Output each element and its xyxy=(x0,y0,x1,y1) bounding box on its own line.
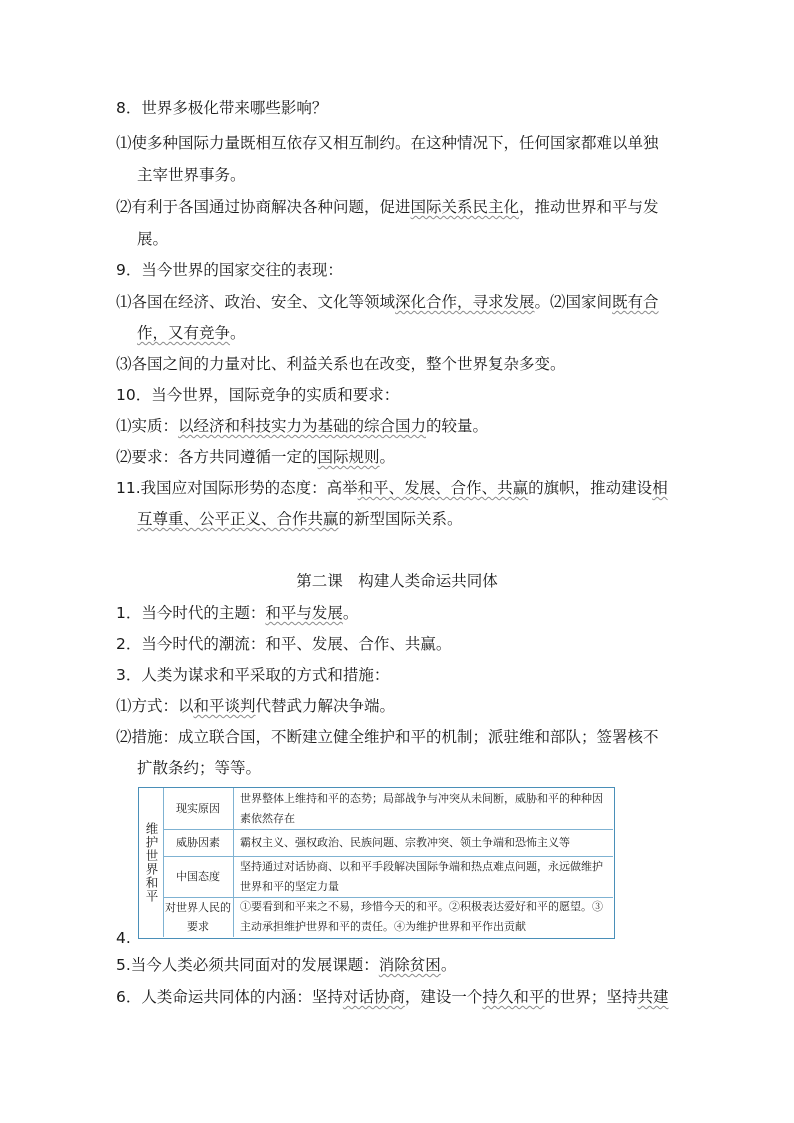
question-9: 9．当今世界的国家交往的表现： xyxy=(116,261,343,279)
table-row-content: ①要看到和平来之不易，珍惜今天的和平。②积极表达爱好和平的愿望。③主动承担维护世界和平的责任。④为维护世界和平作出贡献 xyxy=(240,900,603,933)
point-3-item-2-cont: 扩散条约；等等。 xyxy=(137,759,262,777)
point-2: 2．当今时代的潮流：和平、发展、合作、共赢。 xyxy=(116,635,452,653)
question-11-cont: 互尊重、公平正义、合作共赢的新型国际关系。 xyxy=(137,510,463,528)
table-row xyxy=(163,897,613,937)
point-5: 5.当今人类必须共同面对的发展课题：消除贫困。 xyxy=(116,956,457,974)
table-row xyxy=(163,788,613,830)
table-row-label: 中国态度 xyxy=(163,856,234,897)
peace-table xyxy=(138,787,615,939)
question-8: 8．世界多极化带来哪些影响？ xyxy=(116,99,328,117)
q9-item-1: ⑴各国在经济、政治、安全、文化等领域深化合作，寻求发展。⑵国家间既有合 xyxy=(116,293,659,311)
q8-item-2: ⑵有利于各国通过协商解决各种问题，促进国际关系民主化，推动世界和平与发 xyxy=(116,198,659,216)
point-3: 3．人类为谋求和平采取的方式和措施： xyxy=(116,666,390,684)
q10-item-2: ⑵要求：各方共同遵循一定的国际规则。 xyxy=(116,448,396,466)
table-row-content: 世界整体上维持和平的态势；局部战争与冲突从未间断，威胁和平的种种因素依然存在 xyxy=(240,791,603,825)
q9-item-3: ⑶各国之间的力量对比、利益关系也在改变，整个世界复杂多变。 xyxy=(116,355,566,373)
point-1: 1．当今时代的主题：和平与发展。 xyxy=(116,604,359,622)
q8-item-2-cont: 展。 xyxy=(137,230,169,248)
q8-item-1-cont: 主宰世界事务。 xyxy=(137,166,246,184)
q9-item-1-cont: 作，又有竞争。 xyxy=(137,324,246,342)
question-11: 11.我国应对国际形势的态度：高举和平、发展、合作、共赢的旗帜，推动建设相 xyxy=(116,479,668,497)
table-row-label: 威胁因素 xyxy=(163,829,234,856)
point-3-item-1: ⑴方式：以和平谈判代替武力解决争端。 xyxy=(116,697,396,715)
question-10: 10．当今世界，国际竞争的实质和要求： xyxy=(116,386,400,404)
point-3-item-2: ⑵措施：成立联合国，不断建立健全维护和平的机制；派驻维和部队；签署核不 xyxy=(116,728,659,746)
q8-item-1: ⑴使多种国际力量既相互依存又相互制约。在这种情况下，任何国家都难以单独 xyxy=(116,134,659,152)
table-row xyxy=(163,856,613,898)
table-row-content: 坚持通过对话协商、以和平手段解决国际争端和热点难点问题，永远做维护世界和平的坚定力量 xyxy=(240,859,603,893)
table-row-content: 霸权主义、强权政治、民族问题、宗教冲突、领土争端和恐怖主义等 xyxy=(240,835,570,849)
table-row-label: 现实原因 xyxy=(163,788,234,829)
table-row xyxy=(163,829,613,857)
point-6: 6．人类命运共同体的内涵：坚持对话协商，建设一个持久和平的世界；坚持共建 xyxy=(116,988,669,1006)
table-side-label: 维护世界和平 xyxy=(139,788,164,937)
table-row-label: 对世界人民的要求 xyxy=(163,897,234,937)
point-4-number: 4. xyxy=(116,929,131,947)
lesson-title: 第二课 构建人类命运共同体 xyxy=(296,572,498,590)
q10-item-1: ⑴实质：以经济和科技实力为基础的综合国力的较量。 xyxy=(116,417,489,435)
